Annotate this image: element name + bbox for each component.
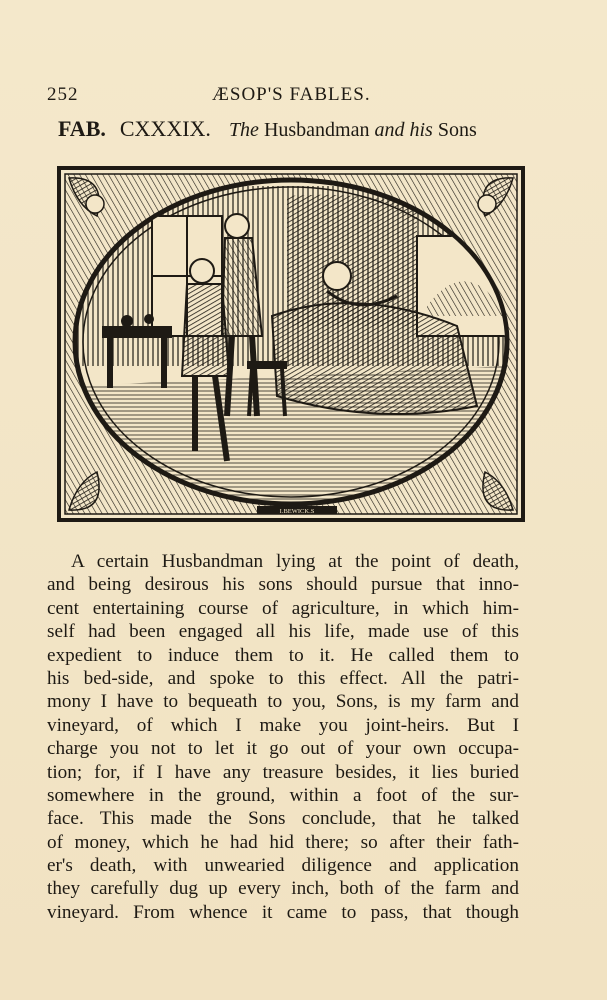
body-line: of money, which he had hid there; so after their fath-	[47, 831, 519, 853]
page-number: 252	[47, 84, 79, 105]
woodcut-illustration	[57, 166, 525, 522]
body-line: self had been engaged all his life, made use of this	[47, 621, 519, 643]
title-the: The	[228, 119, 259, 141]
body-line: mony I have to bequeath to you, Sons, is my farm and	[47, 691, 519, 713]
body-line: face. This made the Sons conclude, that he talked	[47, 808, 519, 830]
fable-label: FAB.	[58, 116, 106, 141]
title-sons: Sons	[437, 119, 477, 141]
woodcut-icon	[57, 166, 525, 522]
body-line: and being desirous his sons should pursue that inno-	[47, 574, 519, 596]
body-line: somewhere in the ground, within a foot of the sur-	[47, 784, 519, 806]
title-husbandman: Husbandman	[263, 119, 370, 141]
body-line: A certain Husbandman lying at the point of death,	[71, 551, 519, 572]
running-head	[47, 84, 527, 108]
body-line: er's death, with unwearied diligence and application	[47, 855, 519, 877]
body-line: charge you not to let it go out of your own occupa-	[47, 738, 519, 760]
fable-heading	[58, 116, 528, 146]
body-line: his bed-side, and spoke to this effect. All the patri-	[47, 667, 519, 689]
body-line: expedient to induce them to it. He called them to	[47, 644, 519, 666]
body-line: they carefully dug up every inch, both of the farm and	[47, 878, 519, 900]
body-line: vineyard. From whence it came to pass, that though	[47, 901, 519, 923]
body-line: tion; for, if I have any treasure besides, it lies buried	[47, 761, 519, 783]
engraver-signature: I.BEWICK.S	[279, 508, 315, 515]
fable-title	[229, 119, 477, 141]
running-title: ÆSOP'S FABLES.	[212, 84, 371, 105]
body-line: vineyard, of which I make you joint-heirs. But I	[47, 714, 519, 736]
body-line: cent entertaining course of agriculture, in which him-	[47, 597, 519, 619]
fable-body	[47, 550, 519, 924]
title-and-his: and his	[374, 119, 433, 141]
fable-number: CXXXIX.	[119, 116, 211, 141]
